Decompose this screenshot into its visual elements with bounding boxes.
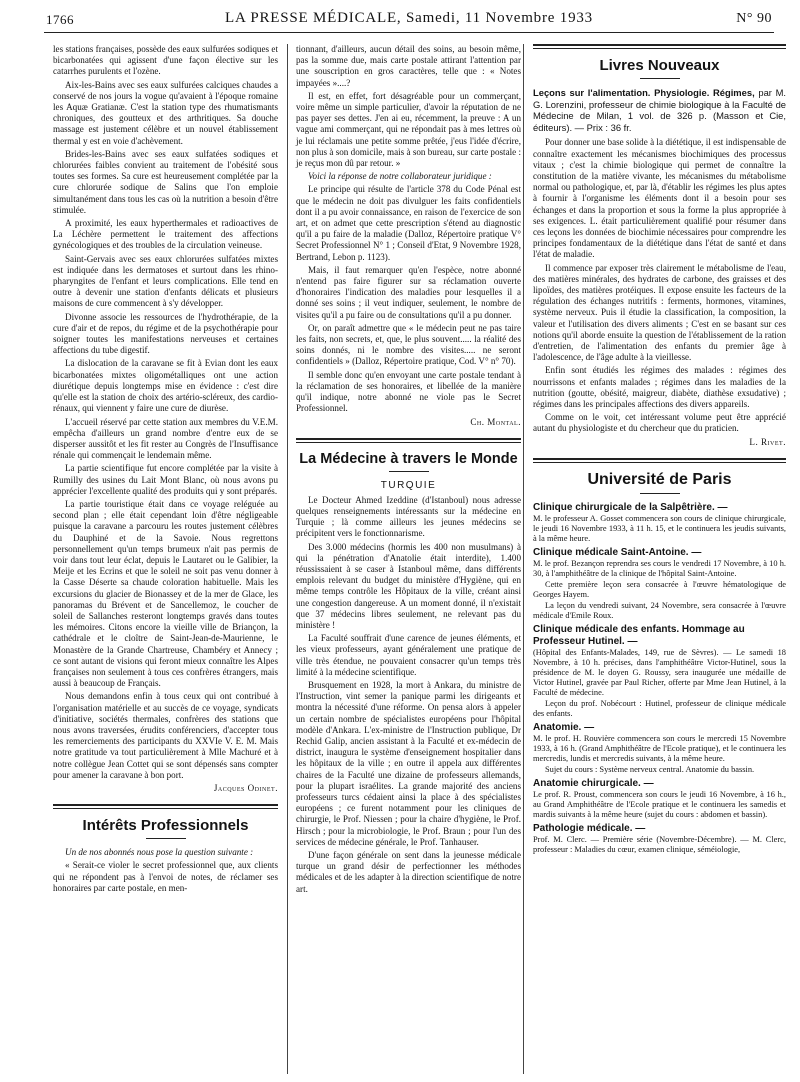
course-title: Pathologie médicale. —	[533, 822, 646, 834]
page-header	[44, 6, 774, 33]
paragraph: Saint-Gervais avec ses eaux chlorurées sulfatées mixtes est indiquée dans les dermatoses et surtout dans les rhino-pharyngites de l'enfant et leurs complications. Elle tend en outre à devenir une station d'enfants délicats et plusieurs maisons de cure commencent à s'y développer.	[53, 253, 278, 309]
column-right	[523, 44, 786, 1074]
article-signature: Ch. Montal.	[470, 416, 521, 427]
course-body: M. le prof. Bezançon reprendra ses cours le vendredi 17 Novembre, à 10 h. 30, à l'amphithéâtre de la clinique de l'hôpital Saint-Antoine.	[533, 558, 786, 578]
course-entry	[533, 778, 786, 820]
title-underline	[640, 493, 680, 494]
course-entry	[533, 823, 786, 855]
paragraph: les stations françaises, possède des eaux sulfurées sodiques et bicarbonatées qui agissent d'une façon élective sur les catarrhes purulents et l'ozène.	[53, 44, 278, 77]
paragraph: Le Docteur Ahmed Izeddine (d'Istanboul) nous adresse quelques renseignements intéressants sur la médecine en Turquie ; là comme ailleurs les jeunes médecins se précipitent vers le fonctionnarisme.	[296, 494, 521, 539]
paragraph: Le principe qui résulte de l'article 378 du Code Pénal est que le médecin ne doit pas divulguer les faits confidentiels dont il a pu avoir connaissance, en raison de l'exercice de son art, et on admet que cette prescription s'étend au diagnostic qu'il a pu faire de la maladie (Dalloz, Répertoire pratique V° Secret Professionnel N° 1 ; Conseil d'Etat, 9 Novembre 1928, Bertrand, Lebon p. 1123).	[296, 184, 521, 262]
paragraph: Des 3.000 médecins (hormis les 400 non musulmans) à qui la pénétration d'Anatolie était interdite), 1.400 réussissaient à se caser à Istanboul même, dans différents emplois relevant du budget du ministère d'Hygiène, qui en même temps contrôle les Hôpitaux de la ville, créant ainsi une congestion dangereuse. A un moment donné, il n'existait que 37 médecins libres seulement, ne relevant pas du ministère !	[296, 541, 521, 630]
paragraph: A proximité, les eaux hyperthermales et radioactives de La Léchère permettent le traitement des affections gynécologiques et des troubles de la circulation veineuse.	[53, 218, 278, 251]
course-body: M. le professeur A. Gosset commencera son cours de clinique chirurgicale, le jeudi 16 Novembre 1933, à 11 h. 15, et le continuera les jeudis suivants, à la même heure.	[533, 513, 786, 543]
course-body: (Hôpital des Enfants-Malades, 149, rue de Sèvres). — Le samedi 18 Novembre, à 10 h. précises, dans l'amphithéâtre Victor-Hutinel, sous la présidence de M. le doyen G. Roussy, sera inaugurée une médaille de Victor Hutinel, gravée par Paul Richer, offerte par Mme Jean Hutinel, à la Faculté de médecine.	[533, 647, 786, 697]
course-entry	[533, 547, 786, 621]
course-title: Clinique chirurgicale de la Salpêtrière. —	[533, 501, 728, 513]
paragraph: tionnant, d'ailleurs, aucun détail des soins, au besoin même, pas la somme due, mais carte postale attirant l'attention par une souscription en gros caractères, telle que : « Notes impayées »....?	[296, 44, 521, 88]
section-divider	[533, 458, 786, 463]
article-signature: L. Rivet.	[749, 436, 786, 447]
column-left	[53, 44, 278, 1074]
course-title: Clinique médicale Saint-Antoine. —	[533, 546, 702, 558]
article-signature: Jacques Odinet.	[213, 783, 278, 793]
issue-number: N° 90	[736, 11, 772, 26]
course-title: Anatomie. —	[533, 721, 595, 733]
book-details: par M. G. Lorenzini, professeur de chimie biologique à la Faculté de Médecine de Milan, 1 vol. de 326 p. (Masson et Cie, éditeurs). — Prix : 36 fr.	[533, 87, 786, 133]
journal-title: LA PRESSE MÉDICALE, Samedi, 11 Novembre 1933	[225, 10, 593, 26]
page-number: 1766	[46, 12, 74, 27]
paragraph: Aix-les-Bains avec ses eaux sulfurées calciques chaudes a conservé de nos jours la vogue qu'avaient à l'époque romaine les Aquæ Gratianæ. C'est la station type des rhumatismants chroniques, des goutteux et des arthritiques. Sa douche massage est justement célèbre et un nouvel établissement thermal y est en voie d'achèvement.	[53, 79, 278, 146]
title-underline	[146, 838, 186, 839]
section-title-livres: Livres Nouveaux	[599, 57, 720, 74]
paragraph: Il semble donc qu'en envoyant une carte postale tendant à la réclamation de ses honoraires, et libellée de la manière qu'il indique, notre abonné ne viole pas le Secret Professionnel.	[296, 369, 521, 414]
paragraph: Brusquement en 1928, la mort à Ankara, du ministre de l'Instruction, vint semer la panique parmi les dirigeants et montra la nécessité d'une réforme. On pensa alors à appeler un certain nombre de spécialistes européens pour l'hôpital modèle d'Ankara. L'ex-ministre de l'Instruction publique, Dr Rechid Galip, ancien assistant à la Faculté et ex-médecin de district, inaugura le système d'enseignement hospitalier dans les hôpitaux de la ville ; en outre il appela aux différentes chaires de la Faculté une dizaine de professeurs allemands, pour la plupart israélites. La grande majorité des anciens professeurs turcs cédaient ainsi la place à des spécialistes européens ; ce furent notamment pour les cliniques de chirurgie, le Prof. Niessen ; pour la chaire d'hygiène, le Prof. Hirsch ; pour la microbiologie, le Prof. Braun ; pour l'un des services de médecine générale, le Prof. Tanhauser.	[296, 679, 521, 847]
section-divider	[533, 44, 786, 49]
paragraph: Comme on le voit, cet intéressant volume peut être apprécié autant du physiologiste et du chercheur que du praticien.	[533, 412, 786, 434]
paragraph: Divonne associe les ressources de l'hydrothérapie, de la cure d'air et de repos, du régime et de la psychothérapie pour soigner toutes les manifestations nerveuses et certaines affections du tube digestif.	[53, 311, 278, 356]
course-note: La leçon du vendredi suivant, 24 Novembre, sera consacrée à l'œuvre médicale d'Emile Roux.	[533, 600, 786, 620]
course-body: Le prof. R. Proust, commencera son cours le jeudi 16 Novembre, à 16 h., au Grand Amphithéâtre de l'Ecole pratique et le continuera les samedis et mardis suivants à la même heure (sujet du cours : abdomen et bassin).	[533, 789, 786, 819]
column-middle	[287, 44, 521, 1074]
paragraph: La Faculté souffrait d'une carence de jeunes éléments, et les vieux professeurs, ayant généralement une pratique de ville très étendue, ne pouvaient consacrer qu'un temps très limité à la médecine scientifique.	[296, 633, 521, 677]
paragraph: L'accueil réservé par cette station aux membres du V.E.M. empêcha d'ailleurs un grand nombre d'entre eux de se disperser aussitôt et les fit rester au Congrès de l'Insuffisance rénale qui commençait le lendemain même.	[53, 416, 278, 461]
paragraph: La partie scientifique fut encore complétée par la visite à Rumilly des usines du Lait Mont Blanc, où nous avons pu apprécier l'excellente qualité des produits qui y sont préparés.	[53, 463, 278, 496]
paragraph: Or, on paraît admettre que « le médecin peut ne pas taire les faits, non secrets, et, que, le plus souvent..... la réalité des soins donnés, ni le nombre des visites..... ne seront confidentiels » (Dalloz, Répertoire pratique, Cod. V° n° 70).	[296, 322, 521, 367]
paragraph: Pour donner une base solide à la diététique, il est indispensable de connaître exactement les mécanismes biochimiques des processus vitaux ; c'est la chimie biologique qui permet de connaître la constitution de la matière vivante, les mécanismes du métabolisme normal ou pathologique, et, par là, d'établir les régimes les plus aptes à fournir à l'organisme les éléments dont il a besoin pour ses échanges et dans la proportion et sous la forme la plus appropriée à ses exigences. L. était particulièrement qualifié pour résumer dans ces leçons les données de biochimie nécessaires pour comprendre les principes fondamentaux de la diététique dans l'état de santé et dans l'état de maladie.	[533, 137, 786, 260]
book-heading: Leçons sur l'alimentation. Physiologie. Régimes,	[533, 87, 755, 98]
title-underline	[389, 471, 429, 472]
section-title-medecin: La Médecine à travers le Monde	[299, 450, 518, 467]
course-body: Prof. M. Clerc. — Première série (Novembre-Décembre). — M. Clerc, professeur : Maladies du cœur, examen clinique, séméiologie,	[533, 834, 786, 854]
paragraph: Brides-les-Bains avec ses eaux sulfatées sodiques et chlorurées faibles convient au traitement de l'obésité sous toutes ses formes. Sa cure est heureusement complétée par la cure chlorurée sodique de Salins que l'on emploie simultanément dans tous les cas où la nutrition a besoin d'être stimulée.	[53, 148, 278, 215]
paragraph: Un de nos abonnés nous pose la question suivante :	[65, 847, 254, 858]
paragraph: Il commence par exposer très clairement le métabolisme de l'eau, des matières minérales, des hydrates de carbone, des graisses et des lipoïdes, des matières protéiques. Il expose ensuite les facteurs de la régulation des échanges nutritifs : ferments, hormones, vitamines, système nerveux. Puis il étudie la classification, la composition, la valeur et l'utilisation des divers aliments ; C'est en se basant sur ces notions qu'il aborde ensuite la question de l'établissement de la ration d'entretien, de l'alimentation des enfants du premier âge à l'adolescence, de l'âge adulte à la vieillesse.	[533, 262, 786, 363]
course-note: Leçon du prof. Nobécourt : Hutinel, professeur de clinique médicale des enfants.	[533, 698, 786, 718]
paragraph: « Serait-ce violer le secret professionnel que, aux clients qui ne répondent pas à l'envoi de notes, de réclamer ses honoraires par carte postale, en men-	[53, 860, 278, 893]
section-title-interets: Intérêts Professionnels	[82, 817, 249, 835]
title-underline	[640, 78, 680, 79]
course-entry	[533, 502, 786, 544]
course-entry	[533, 722, 786, 775]
paragraph: Nous demandons enfin à tous ceux qui ont contribué à l'organisation matérielle et au succès de ce voyage, syndicats d'initiative, sociétés thermales, confrères des stations que nous avons traversées, érudits conférenciers, d'accepter tous les remerciements des participants du XXVIe V. E. M. Mais notre gratitude va tout particulièrement à Mlle Machuré et à notre collègue Jean Cottet qui se sont dépensés sans compter pour amener la caravane à bon port.	[53, 691, 278, 780]
section-title-universite: Université de Paris	[587, 470, 732, 488]
course-title: Clinique médicale des enfants. Hommage au Professeur Hutinel. —	[533, 623, 745, 647]
paragraph: Voici la réponse de notre collaborateur juridique :	[308, 171, 492, 182]
paragraph: D'une façon générale on sent dans la jeunesse médicale turque un grand désir de perfectionner les méthodes médicales et de les adapter à la direction scientifique de notre art.	[296, 850, 521, 894]
paragraph: La dislocation de la caravane se fit à Evian dont les eaux bicarbonatées mixtes oligométalliques ont une action diurétique depuis longtemps mise en évidence : c'est dire qu'elle est la station de choix des artério-scléreux, des cardio-rénaux, qui viennent y faire une cure de diurèse.	[53, 358, 278, 414]
course-title: Anatomie chirurgicale. —	[533, 777, 654, 789]
course-body: M. le prof. H. Rouvière commencera son cours le mercredi 15 Novembre 1933, à 16 h. (Grand Amphithéâtre de l'Ecole pratique), et le continuera les mercredis, lundis et mercredis suivants, à la même heure.	[533, 733, 786, 763]
paragraph: Enfin sont étudiés les régimes des malades : régimes des nourrissons et enfants malades ; régimes dans les maladies de la nutrition (goutte, obésité, maigreur, diabète, diathèse exsudative) ; régimes dans les principales affections des divers appareils.	[533, 365, 786, 410]
course-note: Cette première leçon sera consacrée à l'œuvre hématologique de Georges Hayem.	[533, 579, 786, 599]
paragraph: Il est, en effet, fort désagréable pour un commerçant, voire même un simple particulier, d'avoir la réputation de ne pas payer ses dettes. J'en ai eu, récemment, la preuve : A un vague ami commerçant, qui ne répondait pas à mes lettres où je lui réclamais une petite somme prêtée, j'eus l'idée d'écrire, non plus à son domicile, mais à son bureau, sur carte postale : je reçus mon dû par retour. »	[296, 90, 521, 169]
paragraph: La partie touristique était dans ce voyage reléguée au second plan ; elle était cependant loin d'être négligeable puisque la caravane a parcouru les routes justement célèbres du Dauphiné et de la Savoie. Nous regrettons personnellement qu'un temps brumeux n'ait pas permis de voir dans tout leur éclat, depuis le Lautaret ou le Galibier, la Meije et les Ecrins et que le soleil ne soit pas venu donner à la Casse Déserte sa chaude coloration habituelle. Mais les excursions du glacier de Bionassey et de la mer de Glace, les panoramas du Brévent et de Sancellemoz, le coucher de soleil de Sallanches resteront longtemps gravés dans toutes les mémoires. Citons encore la vieille ville de Briançon, la cathédrale et le cloître de Saint-Jean-de-Maurienne, le Monastère de la Grande Chartreuse, Chambéry et Annecy ; ce sont autant de visions qui feront mieux connaître les Alpes françaises non seulement à tous ces confrères étrangers, mais aussi à beaucoup de Français.	[53, 498, 278, 689]
book-entry	[533, 87, 786, 133]
section-divider	[296, 438, 521, 443]
section-divider	[53, 804, 278, 809]
course-note: Sujet du cours : Système nerveux central. Anatomie du bassin.	[545, 764, 755, 774]
section-subtitle: TURQUIE	[380, 479, 437, 491]
course-entry	[533, 624, 786, 719]
paragraph: Mais, il faut remarquer qu'en l'espèce, notre abonné n'entend pas faire figurer sur sa réclamation ouverte d'honoraires l'indication des maladies pour lesquelles il a donné ses soins ; il veut indiquer, seulement, le nombre de visites qu'il a pu faire ou de consultations qu'il a pu donner.	[296, 264, 521, 320]
